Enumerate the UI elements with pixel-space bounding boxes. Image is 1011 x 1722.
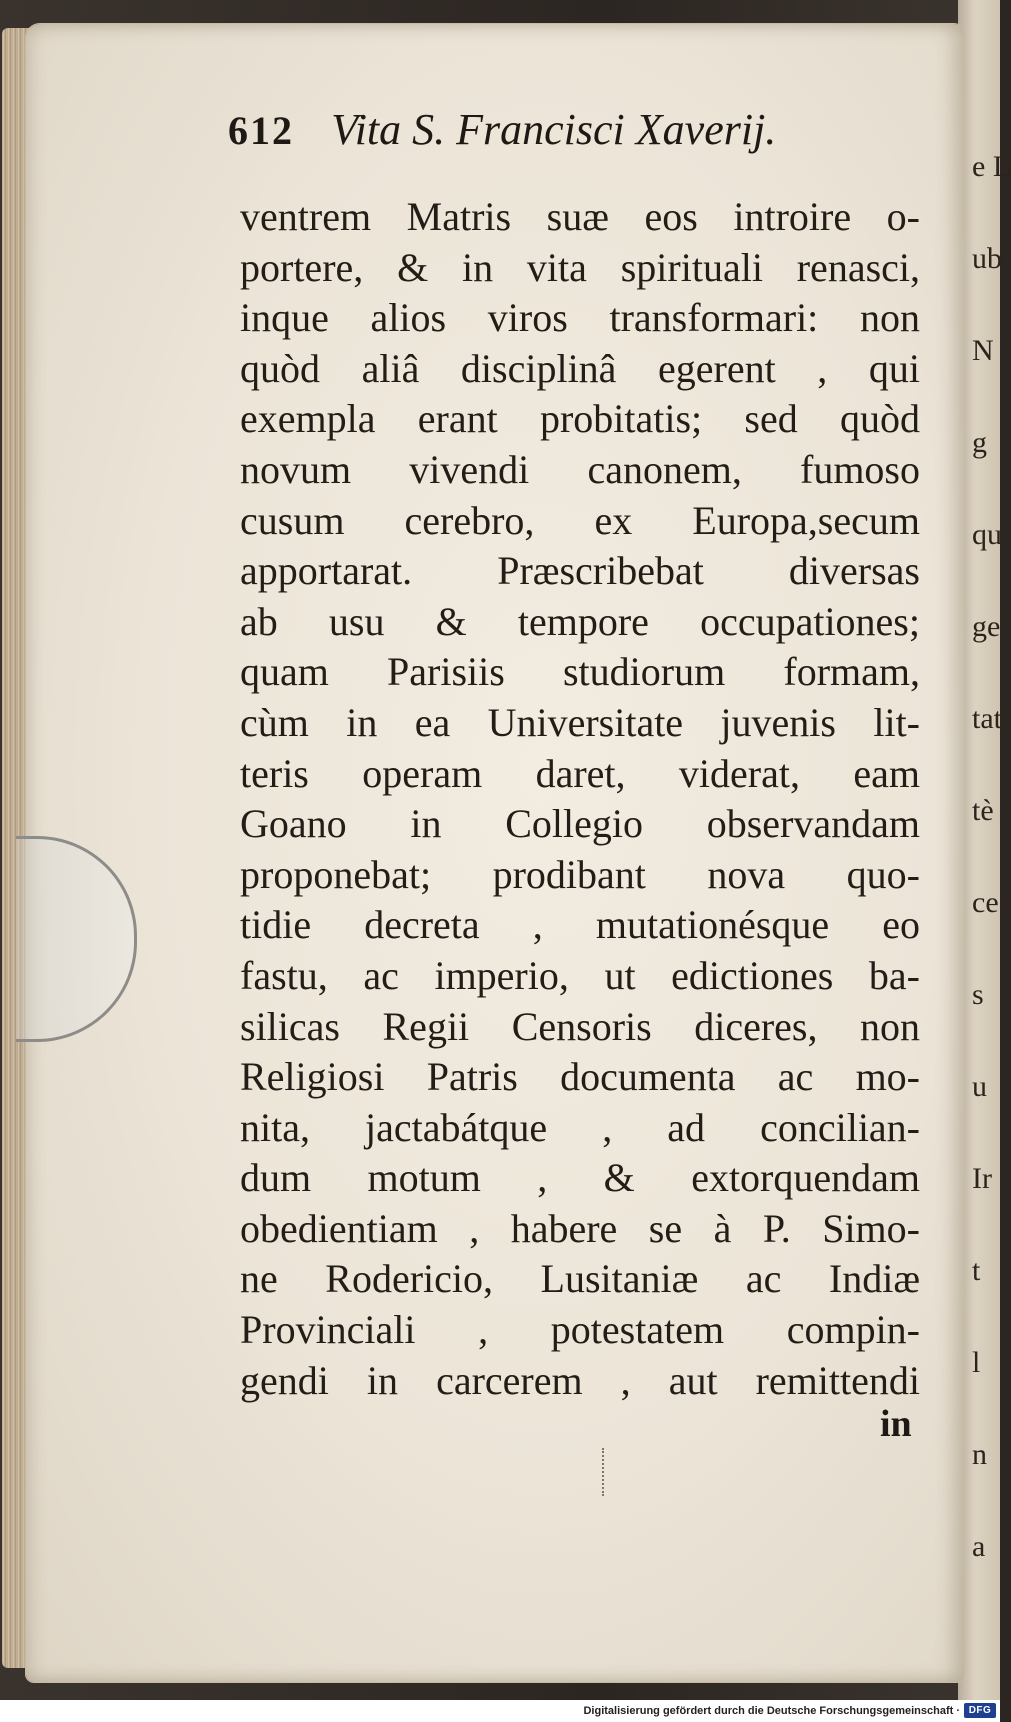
- text-line: inque alios viros transformari: non: [240, 295, 920, 341]
- dfg-logo-icon: DFG: [964, 1703, 996, 1718]
- page-number: 612: [228, 108, 294, 153]
- print-mark: [602, 1448, 610, 1496]
- text-line: portere, & in vita spirituali renasci,: [240, 244, 920, 290]
- facing-page-fragment: Ir: [972, 1162, 992, 1195]
- bookmark-clip: [16, 836, 137, 1042]
- funding-credit: Digitalisierung gefördert durch die Deutsche Forschungsgemeinschaft ·: [583, 1705, 960, 1717]
- facing-page-fragment: N: [972, 334, 994, 367]
- body-text: [240, 192, 920, 1412]
- text-line: teris operam daret, viderat, eam: [240, 750, 920, 796]
- facing-page-fragment: tè: [972, 794, 994, 827]
- text-line: ne Rodericio, Lusitaniæ ac Indiæ: [240, 1256, 920, 1302]
- facing-page-fragment: ub: [972, 242, 1002, 275]
- text-line: quòd aliâ disciplinâ egerent , qui: [240, 345, 920, 391]
- text-line: silicas Regii Censoris diceres, non: [240, 1003, 920, 1049]
- text-line: proponebat; prodibant nova quo-: [240, 851, 920, 897]
- running-head: [228, 104, 878, 164]
- text-line: nita, jactabátque , ad concilian-: [240, 1104, 920, 1150]
- facing-page-fragment: a: [972, 1530, 986, 1563]
- digitization-footer: [0, 1700, 1000, 1722]
- text-line: quam Parisiis studiorum formam,: [240, 649, 920, 695]
- facing-page-fragment: n: [972, 1438, 987, 1471]
- text-line: cùm in ea Universitate juvenis lit-: [240, 699, 920, 745]
- facing-page-fragment: s: [972, 978, 984, 1011]
- text-line: ventrem Matris suæ eos introire o-: [240, 194, 920, 239]
- text-line: dum motum , & extorquendam: [240, 1155, 920, 1201]
- text-line: novum vivendi canonem, fumoso: [240, 446, 920, 492]
- catchword: in: [880, 1403, 912, 1445]
- facing-page-fragment: ce: [972, 886, 999, 919]
- facing-page-edge: [958, 0, 1011, 1700]
- text-line: exempla erant probitatis; sed quòd: [240, 396, 920, 442]
- facing-page-fragment: ge: [972, 610, 1001, 643]
- facing-page-fragment: u: [972, 1070, 987, 1103]
- text-line: Provinciali , potestatem compin-: [240, 1307, 920, 1353]
- facing-page-fragment: e L: [972, 150, 1011, 183]
- text-line: cusum cerebro, ex Europa,secum: [240, 497, 920, 543]
- running-title: Vita S. Francisci Xaverij.: [331, 105, 777, 154]
- facing-page-fragment: tat: [972, 702, 1002, 735]
- text-line: Religiosi Patris documenta ac mo-: [240, 1054, 920, 1100]
- text-line: ab usu & tempore occupationes;: [240, 598, 920, 644]
- facing-page-fragment: g: [972, 426, 987, 459]
- facing-page-fragment: l: [972, 1346, 981, 1379]
- facing-page-fragment: t: [972, 1254, 981, 1287]
- facing-page-fragment: qu: [972, 518, 1002, 551]
- text-line: Goano in Collegio observandam: [240, 801, 920, 847]
- text-line: obedientiam , habere se à P. Simo-: [240, 1205, 920, 1251]
- text-line: tidie decreta , mutationésque eo: [240, 902, 920, 948]
- text-line: fastu, ac imperio, ut edictiones ba-: [240, 952, 920, 998]
- text-line: gendi in carcerem , aut remittendi: [240, 1357, 920, 1403]
- text-line: apportarat. Præscribebat diversas: [240, 548, 920, 594]
